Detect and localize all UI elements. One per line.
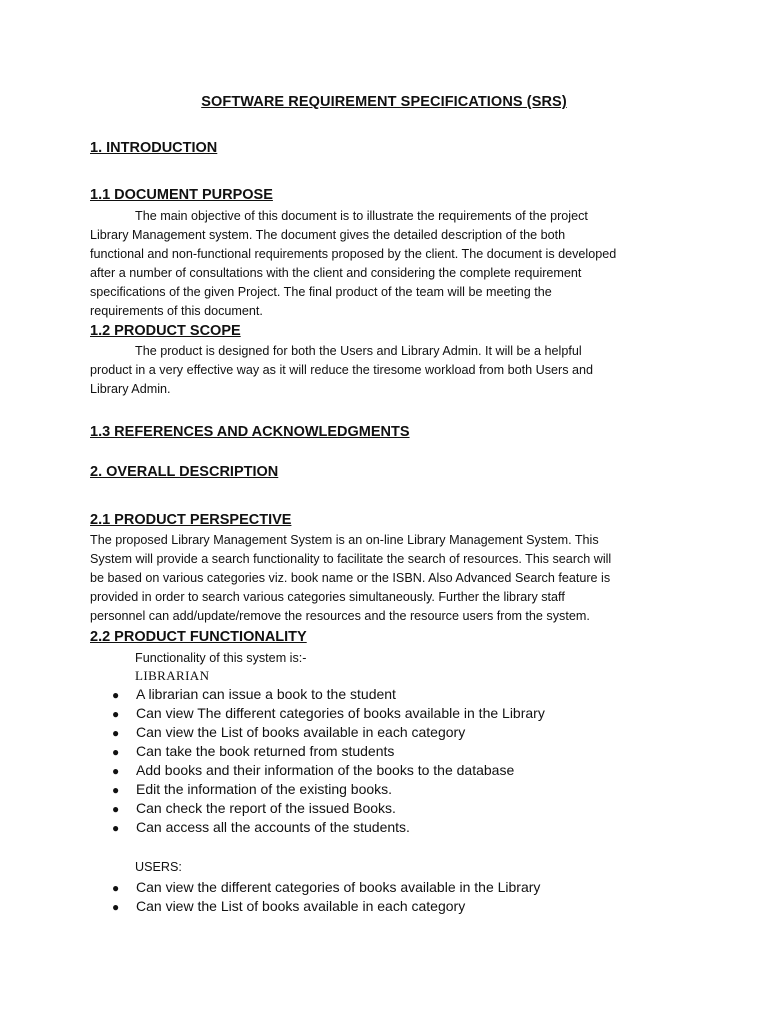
- bullet-icon: ●: [112, 881, 120, 895]
- list-item: [112, 742, 545, 761]
- heading-document-purpose: 1.1 DOCUMENT PURPOSE: [90, 187, 273, 203]
- list-item: [112, 878, 540, 897]
- bullet-icon: ●: [112, 900, 120, 914]
- heading-product-scope: 1.2 PRODUCT SCOPE: [90, 323, 241, 339]
- functionality-intro: Functionality of this system is:-: [135, 651, 307, 665]
- list-item-text: A librarian can issue a book to the student: [136, 686, 396, 702]
- purpose-paragraph: The main objective of this document is to illustrate the requirements of the project Library Management system. The document gives the detailed description of the both functional and non-functional requirements proposed by the client. The document is developed after a number of consultations with the client and considering the complete requirement specifications of the given Project. The final product of the team will be meeting the requirements of this document.: [90, 209, 617, 318]
- list-item-text: Edit the information of the existing books.: [136, 781, 393, 797]
- perspective-paragraph: The proposed Library Management System is an on-line Library Management System. This System will provide a search functionality to facilitate the search of resources. This search will be based on various categories viz. book name or the ISBN. Also Advanced Search feature is provided in order to search various categories simultaneously. Further the library staff personnel can add/update/remove the resources and the resource users from the system.: [90, 533, 612, 623]
- list-item-text: Can view the List of books available in each category: [136, 724, 466, 740]
- heading-product-functionality: 2.2 PRODUCT FUNCTIONALITY: [90, 629, 307, 645]
- heading-overall-description: 2. OVERALL DESCRIPTION: [90, 464, 279, 480]
- librarian-list: [112, 685, 545, 837]
- list-item: [112, 685, 545, 704]
- bullet-icon: ●: [112, 745, 120, 759]
- bullet-icon: ●: [112, 821, 120, 835]
- heading-product-perspective: 2.1 PRODUCT PERSPECTIVE: [90, 512, 292, 528]
- bullet-icon: ●: [112, 726, 120, 740]
- heading-introduction: 1. INTRODUCTION: [90, 140, 218, 156]
- users-label: USERS:: [135, 860, 182, 874]
- list-item-text: Can view The different categories of books available in the Library: [136, 705, 545, 721]
- list-item: [112, 780, 545, 799]
- list-item-text: Add books and their information of the books to the database: [136, 762, 515, 778]
- list-item: [112, 723, 545, 742]
- bullet-icon: ●: [112, 688, 120, 702]
- list-item-text: Can view the different categories of books available in the Library: [136, 879, 541, 895]
- librarian-label: LIBRARIAN: [135, 668, 210, 683]
- list-item: [112, 704, 545, 723]
- list-item: [112, 818, 545, 837]
- bullet-icon: ●: [112, 707, 120, 721]
- scope-paragraph: The product is designed for both the Users and Library Admin. It will be a helpful product in a very effective way as it will reduce the tiresome workload from both Users and Library Admin.: [90, 344, 594, 396]
- bullet-icon: ●: [112, 764, 120, 778]
- list-item-text: Can take the book returned from students: [136, 743, 395, 759]
- list-item: [112, 799, 545, 818]
- list-item-text: Can check the report of the issued Books.: [136, 800, 396, 816]
- list-item: [112, 761, 545, 780]
- document-title: SOFTWARE REQUIREMENT SPECIFICATIONS (SRS): [201, 94, 567, 110]
- users-list: [112, 878, 540, 916]
- list-item-text: Can view the List of books available in each category: [136, 898, 466, 914]
- heading-references: 1.3 REFERENCES AND ACKNOWLEDGMENTS: [90, 424, 410, 440]
- list-item: [112, 897, 540, 916]
- bullet-icon: ●: [112, 783, 120, 797]
- list-item-text: Can access all the accounts of the students.: [136, 819, 410, 835]
- bullet-icon: ●: [112, 802, 120, 816]
